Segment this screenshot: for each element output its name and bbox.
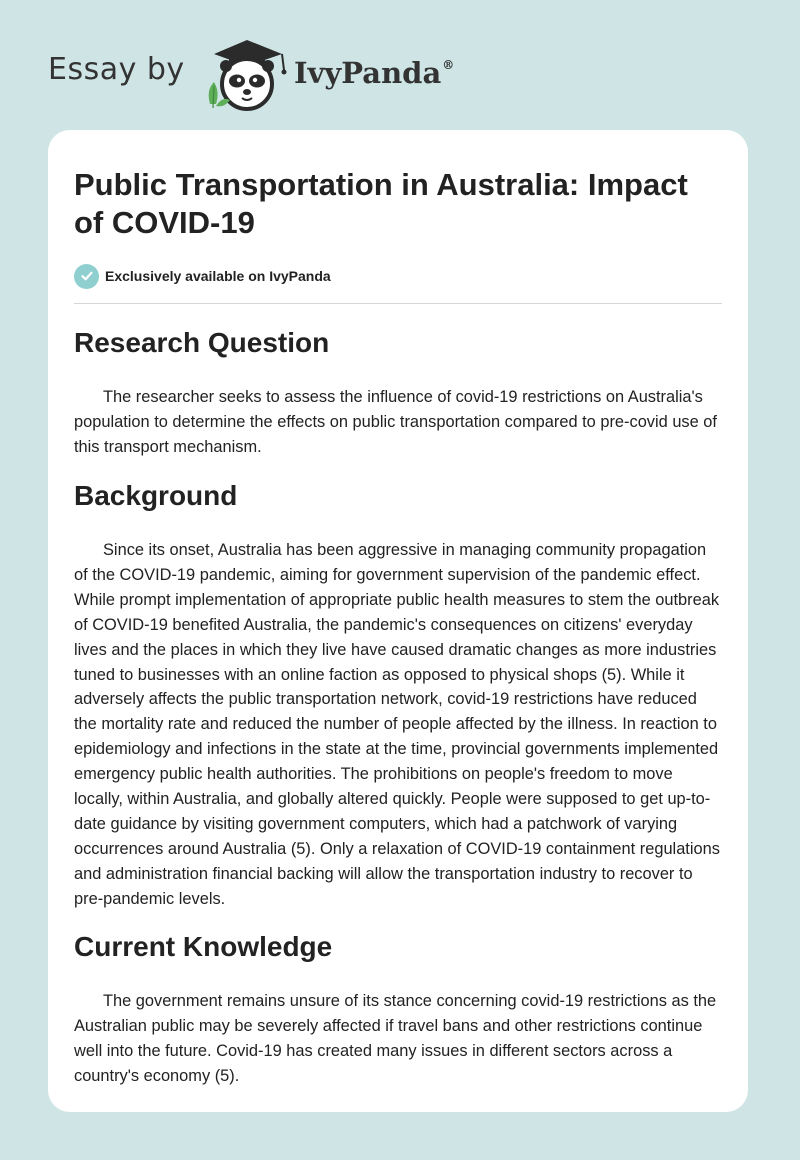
section-body-research-question: The researcher seeks to assess the influence of covid-19 restrictions on Australia's population to determine the effects on public transportation compared to pre-covid use of this transport mechanism. <box>74 388 717 456</box>
section-body-background: Since its onset, Australia has been aggressive in managing community propagation of the COVID-19 pandemic, aiming for government supervision of the pandemic effect. While prompt implementation of appropriate public health measures to stem the outbreak of COVID-19 benefited Australia, the pandemic's consequences on citizens' everyday lives and the places in which they live have caused dramatic changes as more industries tuned to businesses with an online faction as opposed to physical shops (5). While it adversely affects the public transportation network, covid-19 restrictions have reduced the mortality rate and reduced the number of people affected by the illness. In reaction to epidemiology and infections in the state at the time, provincial governments implemented emergency public health authorities. The prohibitions on people's freedom to move locally, within Australia, and globally altered quickly. People were supposed to get up-to-date guidance by visiting government computers, which had a patchwork of varying occurrences around Australia (5). Only a relaxation of COVID-19 containment regulations and administration financial backing will allow the transportation industry to recover to pre-pandemic levels. <box>74 541 720 908</box>
panda-graduation-cap-logo-icon[interactable] <box>202 34 292 114</box>
section-heading-current-knowledge: Current Knowledge <box>74 931 333 962</box>
section-body-current-knowledge: The government remains unsure of its stance concerning covid-19 restrictions as the Australian public may be severely affected if travel bans and other restrictions continue well into the future. Covid-19 has created many issues in different sectors across a country's economy (5). <box>74 992 717 1085</box>
check-circle-icon <box>74 264 99 289</box>
article-title: Public Transportation in Australia: Impact of COVID-19 <box>74 167 688 240</box>
brand-name[interactable] <box>294 56 454 90</box>
site-header <box>48 30 548 110</box>
brand-text: IvyPanda <box>294 56 442 90</box>
title-divider <box>74 303 722 304</box>
essay-by-label: Essay by <box>48 52 185 87</box>
article-card <box>48 130 748 1112</box>
exclusive-badge-label: Exclusively available on IvyPanda <box>105 268 331 284</box>
section-heading-background: Background <box>74 480 238 511</box>
registered-mark: ® <box>442 58 455 72</box>
exclusive-badge <box>74 263 331 289</box>
section-heading-research-question: Research Question <box>74 327 330 358</box>
